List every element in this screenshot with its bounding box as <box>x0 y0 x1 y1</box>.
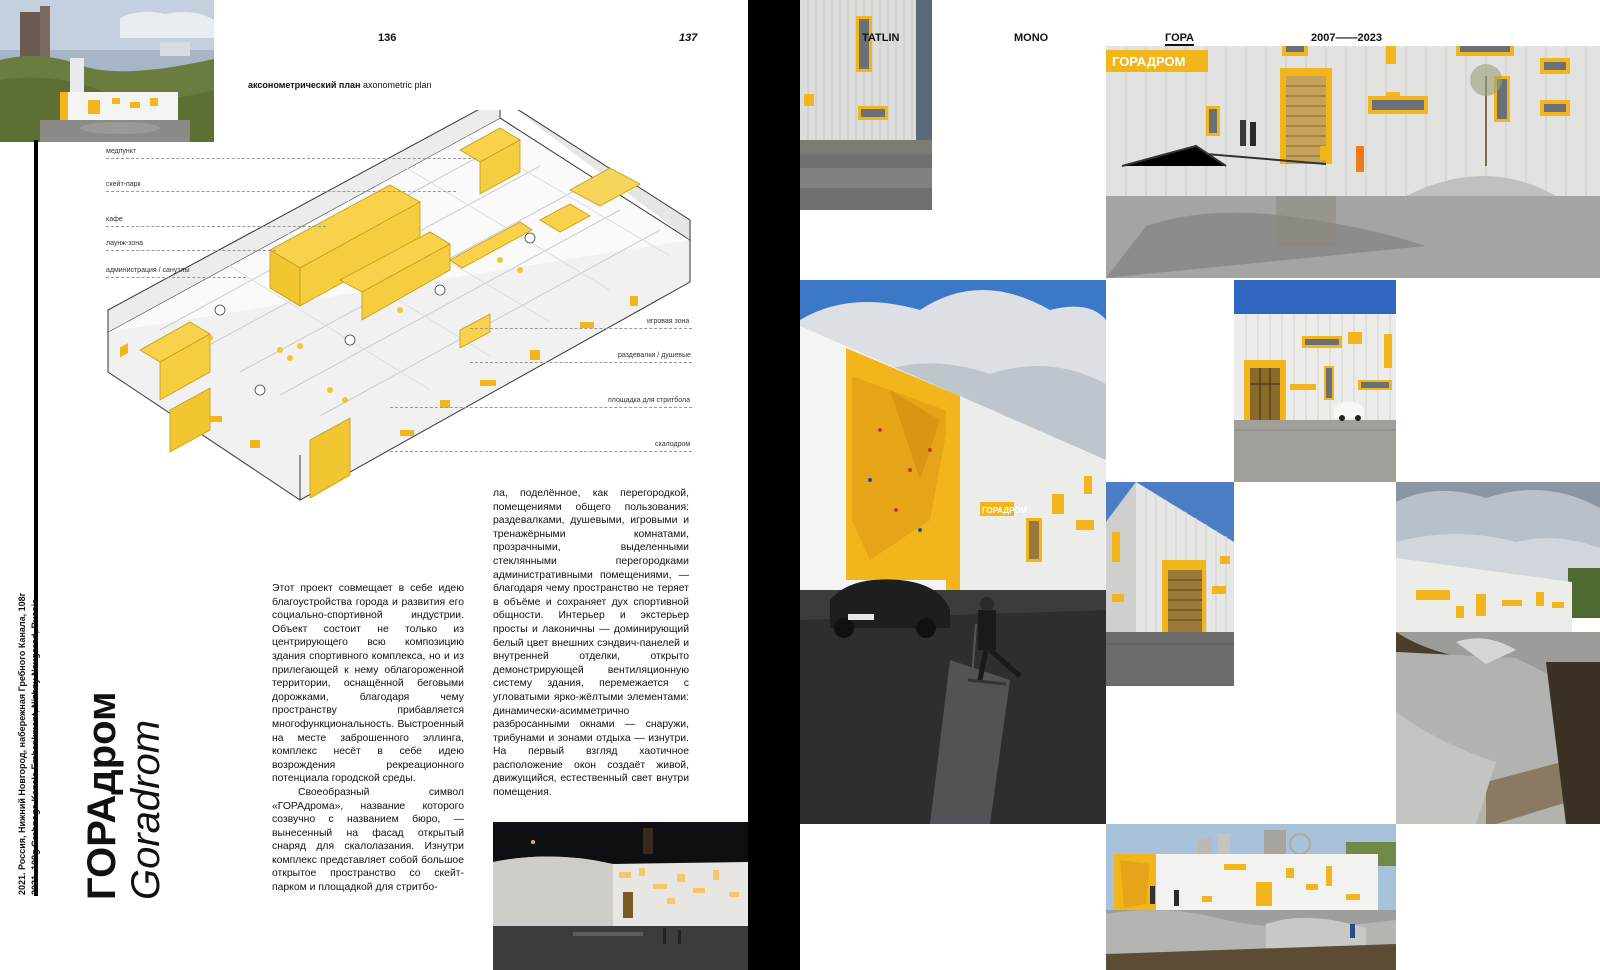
legend-line <box>390 407 692 408</box>
legend-streetball: площадка для стритбола <box>608 397 690 404</box>
text-column-2 <box>493 487 689 800</box>
plan-caption <box>248 80 432 90</box>
project-meta-en: 2021. 108g Grebnogo Kanala Embankment, Nizhny Novgorod, Russia <box>30 598 40 895</box>
legend-skatepark: скейт-парк <box>106 181 141 188</box>
legend-line <box>106 277 246 278</box>
project-title <box>80 691 168 900</box>
skatepark-cloudy-photo <box>1396 482 1600 824</box>
legend-line <box>390 451 692 452</box>
right-page <box>800 0 1600 970</box>
plan-caption-en: axonometric plan <box>363 80 432 90</box>
nav-mono: MONO <box>1014 32 1049 44</box>
legend-line <box>106 191 456 192</box>
nav-years: 2007——2023 <box>1311 32 1382 44</box>
legend-line <box>470 328 692 329</box>
plan-caption-ru: аксонометрический план <box>248 80 361 90</box>
night-photo <box>493 822 748 970</box>
text-column-1 <box>272 582 464 895</box>
legend-admin: администрация / санузлы <box>106 267 190 274</box>
facade-skate-photo <box>1106 46 1600 278</box>
page-number-right: 137 <box>679 32 698 44</box>
legend-line <box>470 362 692 363</box>
legend-lounge: лаунж-зона <box>106 240 144 247</box>
paragraph: Своеобразный символ «ГОРАдрома», название которого созвучно с названием бюро, — вынесенный на фасад открытый снаряд для скалолазания. Изнутри комплекс представляет собой большое открытое пространство со скейт-парком и площадкой для стритбо- <box>272 786 464 894</box>
legend-climbing: скалодром <box>655 441 691 448</box>
left-page <box>0 0 748 970</box>
legend-play: игровая зона <box>647 318 690 325</box>
wide-view-photo <box>1106 824 1396 970</box>
spread-gutter <box>748 0 800 970</box>
legend-line <box>106 250 276 251</box>
project-title-en: Goradrom <box>124 719 168 900</box>
paragraph: Этот проект совмещает в себе идею благоустройства города и развития его социально-спортивной индустрии. Объект состоит не только из центрирующего всю композицию здания спортивного комплекса, но и из прилегающей к нему облагороженной территории, оснащённой беговыми дорожками, благодаря чему пространству прибавляется многофункциональность. Выстроенный на месте заброшенного эллинга, комплекс несёт в себе идею возрождения рекреационного потенциала городской среды. <box>272 583 464 785</box>
project-meta <box>16 593 42 895</box>
project-meta-ru: 2021. Россия, Нижний Новгород, набережная Гребного Канала, 108г <box>17 592 27 895</box>
paragraph: ла, поделённое, как перегородкой, помещениями общего пользования: раздевалками, душевыми, игровыми и тренажёрными комнатами, прозрачными, выделенными стеклянными перегородками административными помещениями, — благодаря чему пространство не теряет в объёме и сохраняет дух спортивной общности. Интерьер и экстерьер просты и лаконичны — доминирующий белый цвет внешних сэндвич-панелей и внутренней отделки, открыто демонстрирующей вентиляционную систему здания, перемежается с угловатыми ярко-жёлтыми элементами: динамически-асимметрично разбросанными окнами — снаружи, трибунами и зонами отдыха — изнутри. На первый взгляд хаотичное расположение окон создаёт живой, движущийся, естественный свет внутри помещения. <box>493 488 689 799</box>
legend-line <box>106 158 476 159</box>
legend-line <box>106 226 326 227</box>
page-number-left: 136 <box>378 32 397 44</box>
legend-cafe: кафе <box>106 216 123 223</box>
sign-small: ГОРАДРОМ <box>982 506 1028 515</box>
climbing-wall-photo <box>800 280 1106 824</box>
building-sign: ГОРАДРОМ <box>1112 54 1186 69</box>
project-title-ru: ГОРАдром <box>80 691 124 900</box>
nav-gora: ГОРА <box>1165 32 1194 44</box>
entrance-photo <box>1234 280 1396 482</box>
legend-changing: раздевалки / душевые <box>618 352 691 359</box>
axonometric-plan <box>100 110 700 520</box>
legend-medpunkt: медпункт <box>106 148 137 155</box>
corner-door-photo <box>1106 482 1234 686</box>
nav-tatlin: TATLIN <box>862 32 900 44</box>
